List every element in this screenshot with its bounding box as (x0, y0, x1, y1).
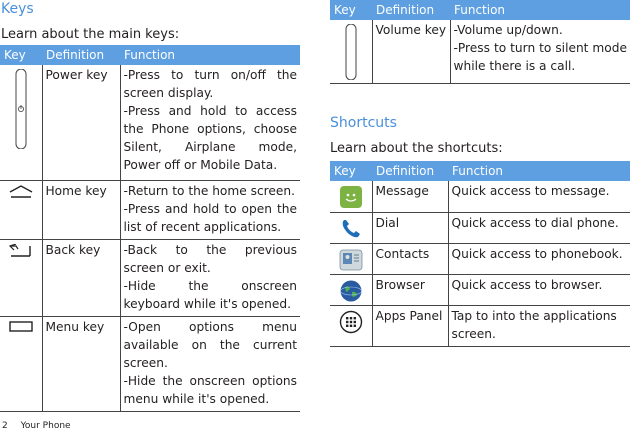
header-key: Key (330, 161, 372, 181)
header-function: Function (448, 161, 630, 181)
function-text: -Volume up/down. (453, 23, 563, 37)
power-key-icon (14, 69, 28, 149)
definition-cell: Menu key (42, 316, 120, 411)
table-row (0, 239, 300, 316)
keys-intro: Learn about the main keys: (1, 27, 180, 42)
table-row (330, 212, 630, 243)
definition-cell: Message (372, 181, 448, 212)
shortcuts-table (330, 161, 630, 347)
header-key: Key (330, 0, 372, 20)
header-function: Function (120, 45, 300, 65)
table-row (330, 274, 630, 305)
header-function: Function (450, 0, 630, 20)
table-row (330, 305, 630, 346)
table-row (0, 65, 300, 180)
function-text: -Return to the home screen. (123, 183, 296, 198)
table-row (330, 20, 630, 83)
page-footer (2, 421, 71, 431)
key-icon-cell (0, 180, 42, 239)
function-cell (448, 181, 630, 212)
function-cell (448, 212, 630, 243)
key-icon-cell (0, 239, 42, 316)
key-icon-cell (0, 316, 42, 411)
keys-heading: Keys (1, 1, 34, 17)
function-cell (448, 305, 630, 346)
function-text: -Hide the onscreen keyboard while it's opened. (123, 278, 297, 311)
table-header-row (330, 161, 630, 181)
definition-cell: Volume key (372, 20, 450, 83)
header-key: Key (0, 45, 42, 65)
definition-cell: Browser (372, 274, 448, 305)
function-text: -Press to turn to silent mode while there is a call. (453, 41, 627, 73)
page-number: 2 (2, 421, 8, 431)
dial-icon (339, 217, 363, 241)
table-row (0, 180, 300, 239)
shortcut-icon-cell (330, 181, 372, 212)
definition-cell: Contacts (372, 243, 448, 274)
function-text: -Back to the previous screen or exit. (123, 242, 297, 275)
table-row (330, 181, 630, 212)
function-text: Quick access to dial phone. (451, 215, 619, 230)
table-header-row (0, 45, 300, 65)
function-cell (448, 243, 630, 274)
header-definition: Definition (42, 45, 120, 65)
key-icon-cell (0, 65, 42, 180)
function-cell (120, 180, 300, 239)
home-key-icon (8, 185, 34, 199)
shortcut-icon-cell (330, 212, 372, 243)
function-cell (120, 239, 300, 316)
function-text: -Hide the onscreen options menu while it's opened. (123, 373, 297, 406)
shortcut-icon-cell (330, 305, 372, 346)
volume-key-icon (344, 24, 358, 80)
volume-key-table (330, 0, 630, 84)
header-definition: Definition (372, 0, 450, 20)
definition-cell: Apps Panel (372, 305, 448, 346)
function-cell (120, 65, 300, 180)
function-text: Quick access to message. (451, 184, 610, 198)
definition-cell: Home key (42, 180, 120, 239)
message-icon (339, 185, 363, 209)
table-row (330, 243, 630, 274)
function-text: -Press to turn on/off the screen display. (123, 68, 297, 100)
definition-cell: Dial (372, 212, 448, 243)
definition-cell: Back key (42, 239, 120, 316)
menu-key-icon (8, 321, 34, 333)
function-text: -Press and hold to open the list of recent applications. (123, 201, 297, 234)
key-icon-cell (330, 20, 372, 83)
function-text: -Open options menu available on the current screen. (123, 319, 297, 370)
function-cell (120, 316, 300, 411)
back-key-icon (8, 244, 34, 258)
shortcuts-heading: Shortcuts (330, 115, 397, 131)
shortcut-icon-cell (330, 243, 372, 274)
definition-cell: Power key (42, 65, 120, 180)
header-definition: Definition (372, 161, 448, 181)
main-keys-table (0, 45, 300, 412)
apps-panel-icon (339, 310, 363, 334)
browser-icon (339, 279, 363, 303)
section-title: Your Phone (20, 421, 71, 431)
shortcut-icon-cell (330, 274, 372, 305)
function-cell (448, 274, 630, 305)
shortcuts-intro: Learn about the shortcuts: (330, 141, 503, 156)
function-text: Quick access to phonebook. (451, 246, 623, 261)
function-text: Tap to into the applications screen. (451, 308, 617, 341)
function-text: -Press and hold to access the Phone options, choose Silent, Airplane mode, Power off or Mobile Data. (123, 104, 297, 172)
table-row (0, 316, 300, 411)
table-header-row (330, 0, 630, 20)
function-text: Quick access to browser. (451, 277, 603, 292)
contacts-icon (339, 248, 363, 272)
function-cell (450, 20, 630, 83)
